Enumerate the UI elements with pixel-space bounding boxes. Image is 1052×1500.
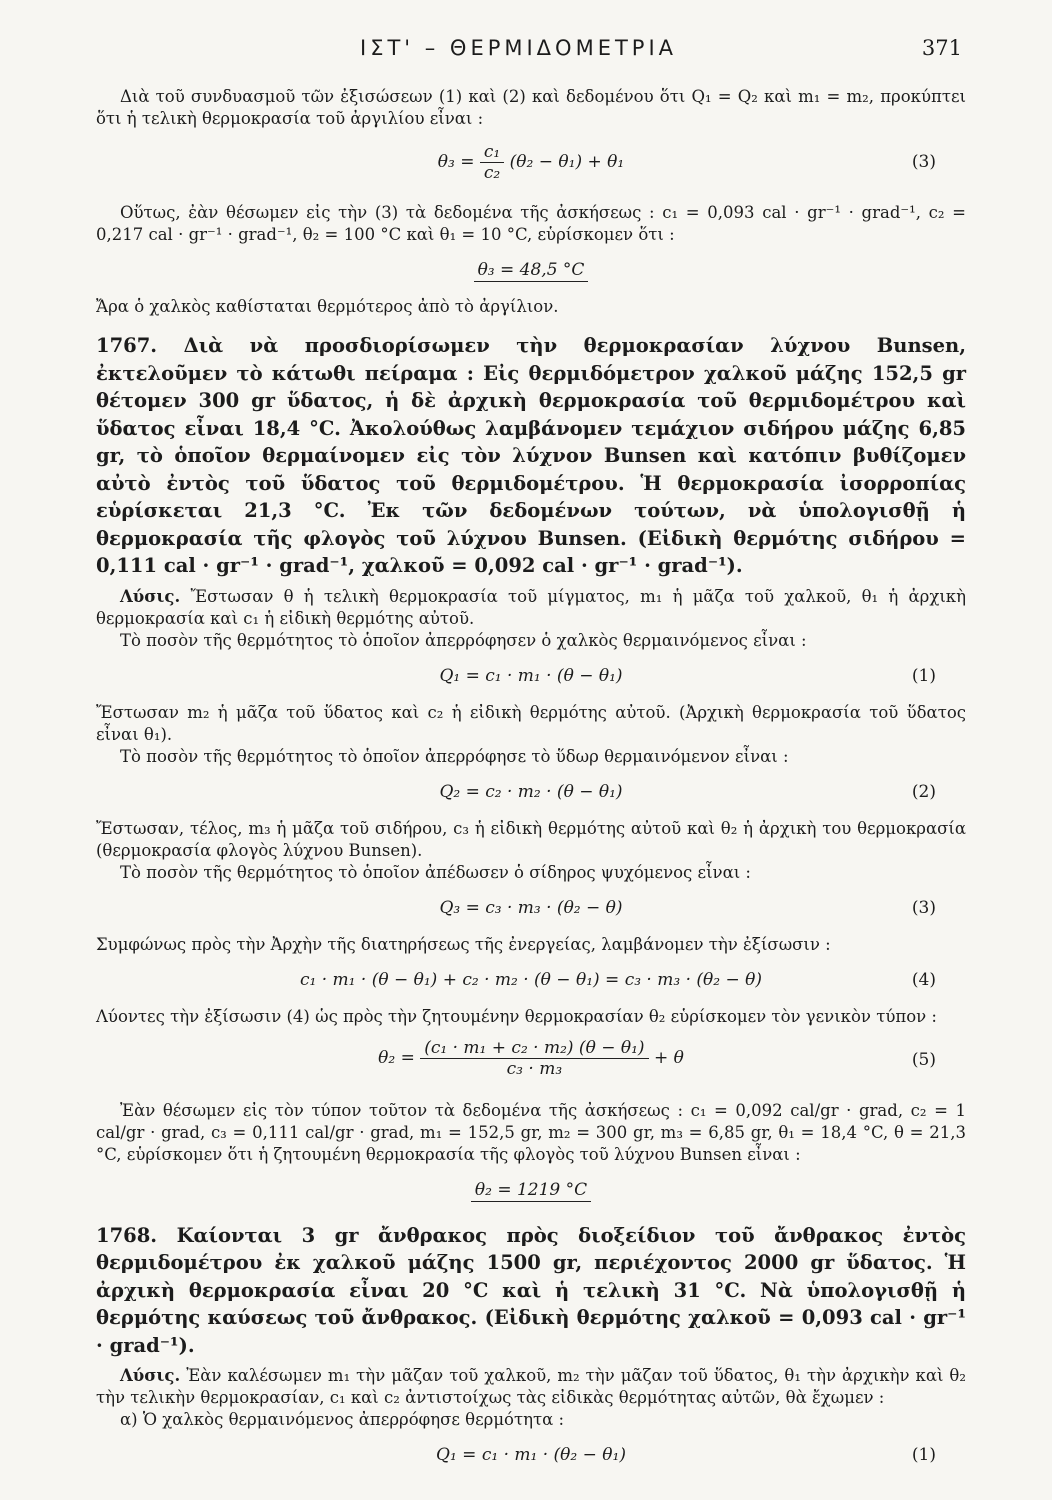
- solution-label: Λύσις.: [120, 586, 181, 606]
- equation-number: (1): [911, 1445, 936, 1465]
- problem-1768: [96, 1222, 966, 1360]
- solution-paragraph: α) Ὁ χαλκὸς θερμαινόμενος ἀπερρόφησε θερμότητα :: [120, 1410, 565, 1429]
- solution-paragraph: Τὸ ποσὸν τῆς θερμότητος τὸ ὁποῖον ἀπερρόφησε τὸ ὕδωρ θερμαινόμενον εἶναι :: [120, 746, 789, 766]
- equation-5: θ₂ = $\frac{\text{(c₁ · m₁ + c₂ · m₂) (θ − θ₁)}}{\text{c₃ · m₃}}$ + θ (5): [378, 1037, 936, 1079]
- page-number: 371: [921, 36, 962, 60]
- equation-number: (5): [911, 1049, 936, 1070]
- solution-1767-intro: Λύσις. Ἔστωσαν θ ἡ τελικὴ θερμοκρασία τοῦ μίγματος, m₁ ἡ μᾶζα τοῦ χαλκοῦ, θ₁ ἡ ἀρχικὴ θερμοκρασία καὶ c₁ ἡ εἰδικὴ θερμότης αὐτοῦ.: [96, 586, 966, 628]
- substitution-paragraph: Οὕτως, ἐὰν θέσωμεν εἰς τὴν (3) τὰ δεδομένα τῆς ἀσκήσεως : c₁ = 0,093 cal · gr⁻¹ · grad⁻¹, c₂ = 0,217 cal · gr⁻¹ · grad⁻¹, θ₂ = 100 °C καὶ θ₁ = 10 °C, εὑρίσκομεν ὅτι :: [96, 203, 966, 244]
- equation-4: c₁ · m₁ · (θ − θ₁) + c₂ · m₂ · (θ − θ₁) = c₃ · m₃ · (θ₂ − θ) (4): [300, 969, 936, 990]
- equation-1: Q₁ = c₁ · m₁ · (θ − θ₁) (1): [439, 665, 936, 686]
- solution-label: Λύσις.: [120, 1366, 181, 1385]
- equation-number: (3): [911, 152, 936, 172]
- solution-paragraph: Ἔστωσαν m₂ ἡ μᾶζα τοῦ ὕδατος καὶ c₂ ἡ εἰδικὴ θερμότης αὐτοῦ. (Ἀρχικὴ θερμοκρασία τοῦ ὕδατος εἶναι θ₁).: [96, 702, 966, 744]
- solution-paragraph: Τὸ ποσὸν τῆς θερμότητος τὸ ὁποῖον ἀπέδωσεν ὁ σίδηρος ψυχόμενος εἶναι :: [120, 862, 751, 882]
- solution-paragraph: Ἐὰν θέσωμεν εἰς τὸν τύπον τοῦτον τὰ δεδομένα τῆς ἀσκήσεως : c₁ = 0,092 cal/gr · grad, c₂ = 1 cal/gr · grad, c₃ = 0,111 cal/gr · grad, m₁ = 152,5 gr, m₂ = 300 gr, m₃ = 6,85 gr, θ₁ = 18,4 °C, θ = 21,3 °C, εὑρίσκομεν ὅτι ἡ ζητουμένη θερμοκρασία τῆς φλογὸς τοῦ λύχνου Bunsen εἶναι :: [96, 1100, 966, 1164]
- solution-paragraph: Λύοντες τὴν ἐξίσωσιν (4) ὡς πρὸς τὴν ζητουμένην θερμοκρασίαν θ₂ εὑρίσκομεν τὸν γενικὸν τύπον :: [96, 1006, 937, 1026]
- fraction: $\frac{\text{(c₁ · m₁ + c₂ · m₂) (θ − θ₁)}}{\text{c₃ · m₃}}$: [420, 1038, 648, 1079]
- equation-3-intro: θ₃ = $\frac{\text{c₁}}{\text{c₂}}$ (θ₂ − θ₁) + θ₁ (3): [437, 142, 936, 183]
- running-header: [0, 36, 1052, 66]
- equation-number: (4): [911, 969, 936, 990]
- equation-number: (2): [911, 781, 936, 802]
- problem-1767: [96, 332, 966, 580]
- fraction: $\frac{\text{c₁}}{\text{c₂}}$: [480, 142, 504, 183]
- conclusion-paragraph: Ἄρα ὁ χαλκὸς καθίσταται θερμότερος ἀπὸ τὸ ἀργίλιον.: [96, 297, 559, 316]
- result-intro: θ₃ = 48,5 °C: [96, 254, 966, 288]
- problem-text: Καίονται 3 gr ἄνθρακος πρὸς διοξείδιον τοῦ ἄνθρακος ἐντὸς θερμιδομέτρου ἐκ χαλκοῦ μάζης 1500 gr, περιέχοντος 2000 gr ὕδατος. Ἡ ἀρχικὴ θερμοκρασία εἶναι 20 °C καὶ ἡ τελικὴ 31 °C. Νὰ ὑπολογισθῇ ἡ θερμότης καύσεως τοῦ ἄνθρακος. (Εἰδικὴ θερμότης χαλκοῦ = 0,093 cal · gr⁻¹ · grad⁻¹).: [96, 1223, 966, 1357]
- chapter-title: ΙΣΤ' – ΘΕΡΜΙΔΟΜΕΤΡΙΑ: [360, 36, 678, 60]
- solution-paragraph: Ἔστωσαν, τέλος, m₃ ἡ μᾶζα τοῦ σιδήρου, c₃ ἡ εἰδικὴ θερμότης αὐτοῦ καὶ θ₂ ἡ ἀρχικὴ του θερμοκρασία (θερμοκρασία φλογὸς λύχνου Bunsen).: [96, 818, 966, 860]
- equation-1-1768: Q₁ = c₁ · m₁ · (θ₂ − θ₁) (1): [436, 1445, 936, 1465]
- equation-number: (1): [911, 665, 936, 686]
- solution-paragraph: Τὸ ποσὸν τῆς θερμότητος τὸ ὁποῖον ἀπερρόφησεν ὁ χαλκὸς θερμαινόμενος εἶναι :: [120, 630, 807, 650]
- equation-2: Q₂ = c₂ · m₂ · (θ − θ₁) (2): [439, 781, 936, 802]
- problem-number: 1768.: [96, 1223, 158, 1247]
- equation-number: (3): [911, 897, 936, 918]
- solution-1768-intro: Λύσις. Ἐὰν καλέσωμεν m₁ τὴν μᾶζαν τοῦ χαλκοῦ, m₂ τὴν μᾶζαν τοῦ ὕδατος, θ₁ τὴν ἀρχικὴν καὶ θ₂ τὴν τελικὴν θερμοκρασίαν, c₁ καὶ c₂ ἀντιστοίχως τὰς εἰδικὰς θερμότητας αὐτῶν, θὰ ἔχωμεν :: [96, 1366, 966, 1407]
- intro-paragraph: Διὰ τοῦ συνδυασμοῦ τῶν ἐξισώσεων (1) καὶ (2) καὶ δεδομένου ὅτι Q₁ = Q₂ καὶ m₁ = m₂, προκύπτει ὅτι ἡ τελικὴ θερμοκρασία τοῦ ἀργιλίου εἶναι :: [96, 87, 966, 128]
- solution-paragraph: Συμφώνως πρὸς τὴν Ἀρχὴν τῆς διατηρήσεως τῆς ἐνεργείας, λαμβάνομεν τὴν ἐξίσωσιν :: [96, 934, 831, 954]
- page-body: [96, 86, 966, 1481]
- problem-number: 1767.: [96, 334, 158, 357]
- result-1767: θ₂ = 1219 °C: [96, 1174, 966, 1208]
- equation-3: Q₃ = c₃ · m₃ · (θ₂ − θ) (3): [439, 897, 936, 918]
- problem-text: Διὰ νὰ προσδιορίσωμεν τὴν θερμοκρασίαν λύχνου Bunsen, ἐκτελοῦμεν τὸ κάτωθι πείραμα : Εἰς θερμιδόμετρον χαλκοῦ μάζης 152,5 gr θέτομεν 300 gr ὕδατος, ἡ δὲ ἀρχικὴ θερμοκρασία τοῦ θερμιδομέτρου καὶ ὕδατος εἶναι 18,4 °C. Ἀκολούθως λαμβάνομεν τεμάχιον σιδήρου μάζης 6,85 gr, τὸ ὁποῖον θερμαίνομεν εἰς τὸν λύχνον Bunsen καὶ κατόπιν βυθίζομεν αὐτὸ ἐντὸς τοῦ ὕδατος τοῦ θερμιδομέτρου. Ἡ θερμοκρασία ἰσορροπίας εὑρίσκεται 21,3 °C. Ἐκ τῶν δεδομένων τούτων, νὰ ὑπολογισθῇ ἡ θερμοκρασία τῆς φλογὸς τοῦ λύχνου Bunsen. (Εἰδικὴ θερμότης σιδήρου = 0,111 cal · gr⁻¹ · grad⁻¹, χαλκοῦ = 0,092 cal · gr⁻¹ · grad⁻¹).: [96, 334, 966, 577]
